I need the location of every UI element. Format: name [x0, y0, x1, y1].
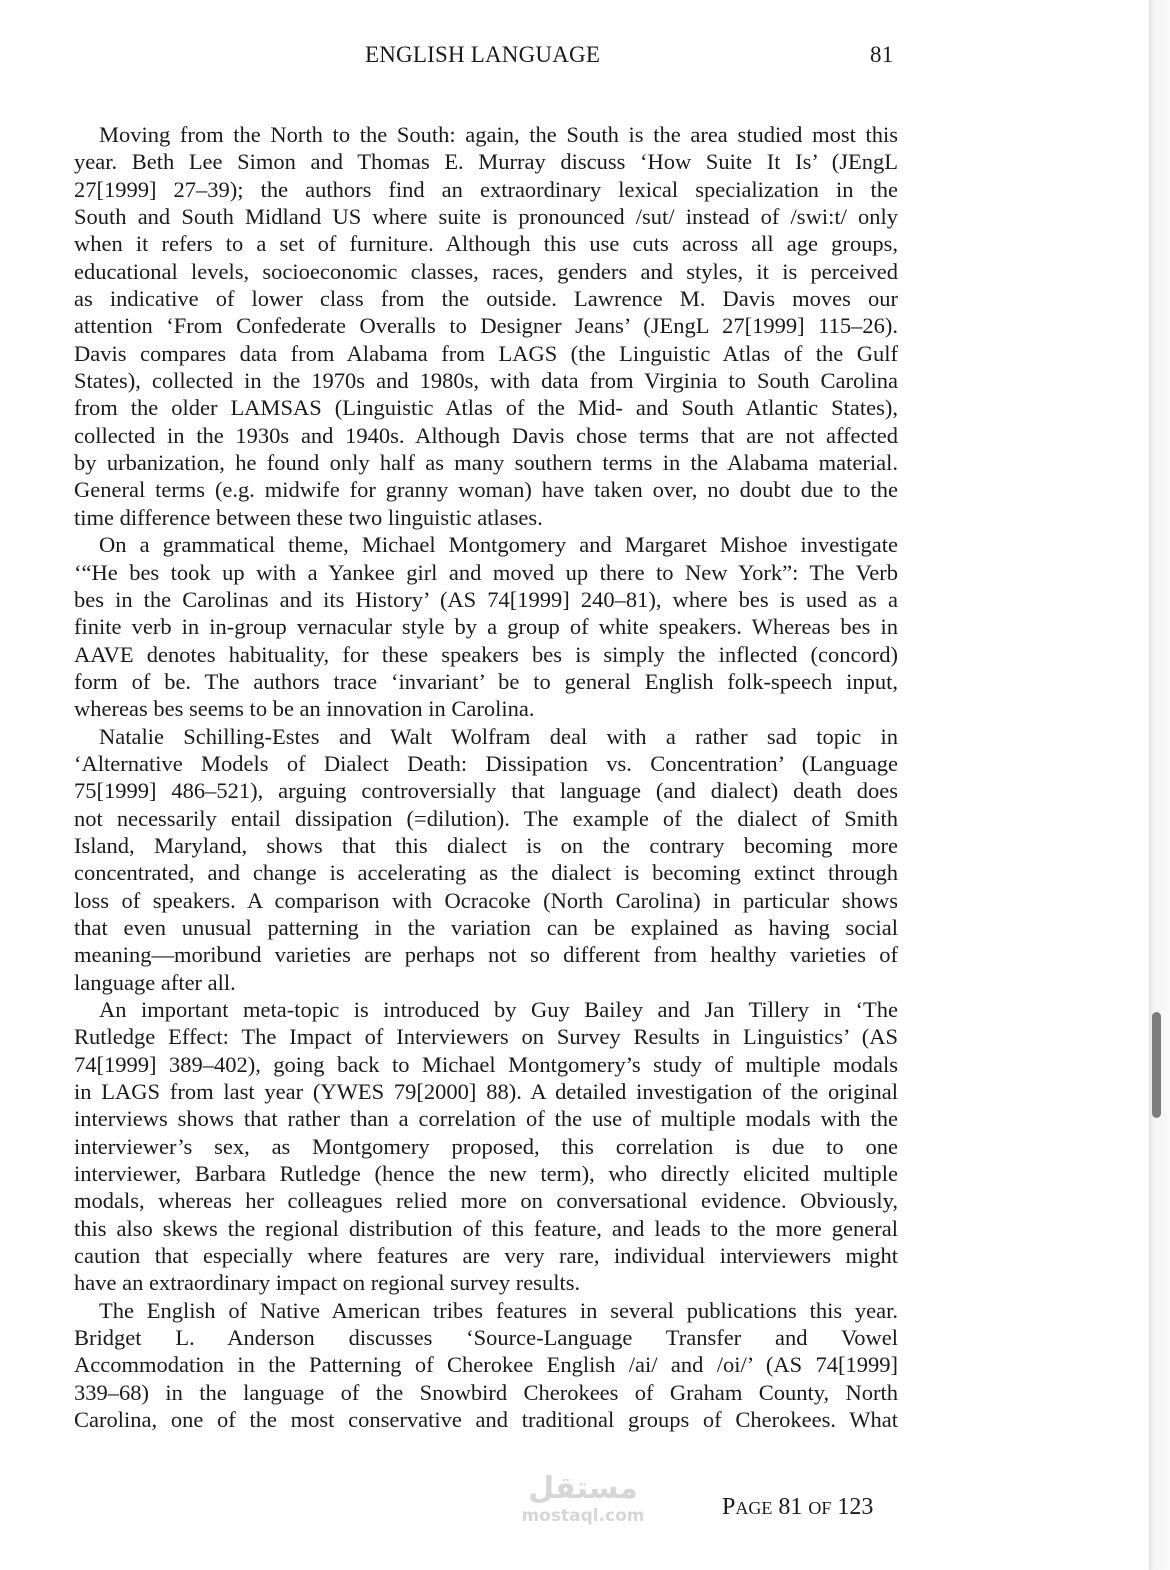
paragraph: [74, 996, 898, 1297]
text-line: that even unusual patterning in the variation can be explained as having social: [74, 914, 898, 940]
text-line: educational levels, socioeconomic classes, races, genders and styles, it is perceived: [74, 258, 898, 284]
of-word: OF: [808, 1498, 832, 1518]
paragraph: [74, 723, 898, 996]
text-line: Bridget L. Anderson discusses ‘Source-Language Transfer and Vowel: [74, 1325, 898, 1351]
running-header: [0, 42, 1149, 72]
body-text: [74, 121, 898, 1434]
text-line: have an extraordinary impact on regional survey results.: [74, 1270, 581, 1296]
text-line: as indicative of lower class from the outside. Lawrence M. Davis moves our: [74, 286, 898, 312]
text-line: AAVE denotes habituality, for these speakers bes is simply the inflected (concord): [74, 641, 898, 667]
text-line: Moving from the North to the South: again, the South is the area studied most this: [99, 122, 898, 147]
text-line: concentrated, and change is accelerating as the dialect is becoming extinct through: [74, 860, 898, 886]
header-page-number: 81: [870, 42, 894, 67]
paragraph: [74, 531, 898, 722]
text-line: attention ‘From Confederate Overalls to Designer Jeans’ (JEngL 27[1999] 115–26).: [74, 313, 898, 339]
page-word-initial: P: [722, 1494, 736, 1520]
current-page: 81: [778, 1494, 803, 1520]
watermark-logo: [508, 1472, 658, 1536]
text-line: caution that especially where features are very rare, individual interviewers might: [74, 1243, 898, 1269]
text-line: Davis compares data from Alabama from LAGS (the Linguistic Atlas of the Gulf: [74, 340, 898, 366]
text-line: not necessarily entail dissipation (=dilution). The example of the dialect of Smith: [74, 805, 898, 831]
paragraph: [74, 1297, 898, 1434]
running-title: ENGLISH LANGUAGE: [365, 42, 601, 67]
text-line: States), collected in the 1970s and 1980s, with data from Virginia to South Carolina: [74, 368, 898, 394]
text-line: ‘Alternative Models of Dialect Death: Dissipation vs. Concentration’ (Language: [74, 750, 898, 776]
watermark-arabic: مستقل: [528, 1471, 638, 1506]
text-line: Carolina, one of the most conservative and traditional groups of Cherokees. What: [74, 1407, 898, 1433]
text-line: 74[1999] 389–402), going back to Michael Montgomery’s study of multiple modals: [74, 1051, 898, 1077]
text-line: interviewer’s sex, as Montgomery proposed, this correlation is due to one: [74, 1133, 898, 1159]
vertical-scrollbar[interactable]: [1149, 0, 1170, 1570]
text-line: The English of Native American tribes features in several publications this year.: [99, 1297, 898, 1323]
text-line: form of be. The authors trace ‘invariant’ be to general English folk-speech input,: [74, 668, 898, 694]
text-line: by urbanization, he found only half as many southern terms in the Alabama material.: [74, 450, 898, 476]
text-line: ‘“He bes took up with a Yankee girl and moved up there to New York”: The Verb: [74, 559, 898, 585]
text-line: from the older LAMSAS (Linguistic Atlas of the Mid- and South Atlantic States),: [74, 395, 898, 421]
text-line: this also skews the regional distribution of this feature, and leads to the more general: [74, 1215, 898, 1241]
text-line: loss of speakers. A comparison with Ocracoke (North Carolina) in particular shows: [74, 887, 898, 913]
text-line: year. Beth Lee Simon and Thomas E. Murray discuss ‘How Suite It Is’ (JEngL: [74, 149, 898, 175]
text-line: 75[1999] 486–521), arguing controversially that language (and dialect) death does: [74, 778, 898, 804]
text-line: when it refers to a set of furniture. Although this use cuts across all age groups,: [74, 231, 898, 257]
page-indicator: [722, 1494, 873, 1521]
text-line: in LAGS from last year (YWES 79[2000] 88). A detailed investigation of the original: [74, 1079, 898, 1105]
text-line: Natalie Schilling-Estes and Walt Wolfram deal with a rather sad topic in: [99, 723, 898, 749]
text-line: collected in the 1930s and 1940s. Although Davis chose terms that are not affected: [74, 422, 898, 448]
text-line: interviewer, Barbara Rutledge (hence the new term), who directly elicited multiple: [74, 1161, 898, 1187]
total-pages: 123: [837, 1494, 874, 1520]
text-line: time difference between these two linguistic atlases.: [74, 504, 543, 530]
text-line: interviews shows that rather than a correlation of the use of multiple modals with the: [74, 1106, 898, 1132]
text-line: whereas bes seems to be an innovation in Carolina.: [74, 696, 535, 722]
text-line: Island, Maryland, shows that this dialect is on the contrary becoming more: [74, 832, 898, 858]
page-word-rest: AGE: [735, 1498, 773, 1518]
text-line: finite verb in in-group vernacular style by a group of white speakers. Whereas bes in: [74, 614, 898, 640]
text-line: General terms (e.g. midwife for granny woman) have taken over, no doubt due to the: [74, 477, 898, 503]
text-line: On a grammatical theme, Michael Montgomery and Margaret Mishoe investigate: [99, 532, 898, 558]
text-line: 339–68) in the language of the Snowbird Cherokees of Graham County, North: [74, 1379, 898, 1405]
watermark-latin: mostaql.com: [521, 1506, 645, 1526]
text-line: Accommodation in the Patterning of Cherokee English /ai/ and /oi/’ (AS 74[1999]: [74, 1352, 898, 1378]
text-line: modals, whereas her colleagues relied more on conversational evidence. Obviously,: [74, 1188, 898, 1214]
text-line: Rutledge Effect: The Impact of Interviewers on Survey Results in Linguistics’ (AS: [74, 1024, 898, 1050]
text-line: An important meta-topic is introduced by Guy Bailey and Jan Tillery in ‘The: [99, 997, 898, 1022]
text-line: 27[1999] 27–39); the authors find an extraordinary lexical specialization in the: [74, 176, 898, 202]
paragraph: [74, 121, 898, 531]
text-line: language after all.: [74, 969, 236, 995]
text-line: South and South Midland US where suite is pronounced /sut/ instead of /swi:t/ only: [74, 204, 898, 230]
scrollbar-thumb[interactable]: [1152, 1012, 1161, 1118]
text-line: meaning—moribund varieties are perhaps not so different from healthy varieties of: [74, 942, 898, 968]
text-line: bes in the Carolinas and its History’ (AS 74[1999] 240–81), where bes is used as a: [74, 586, 898, 612]
